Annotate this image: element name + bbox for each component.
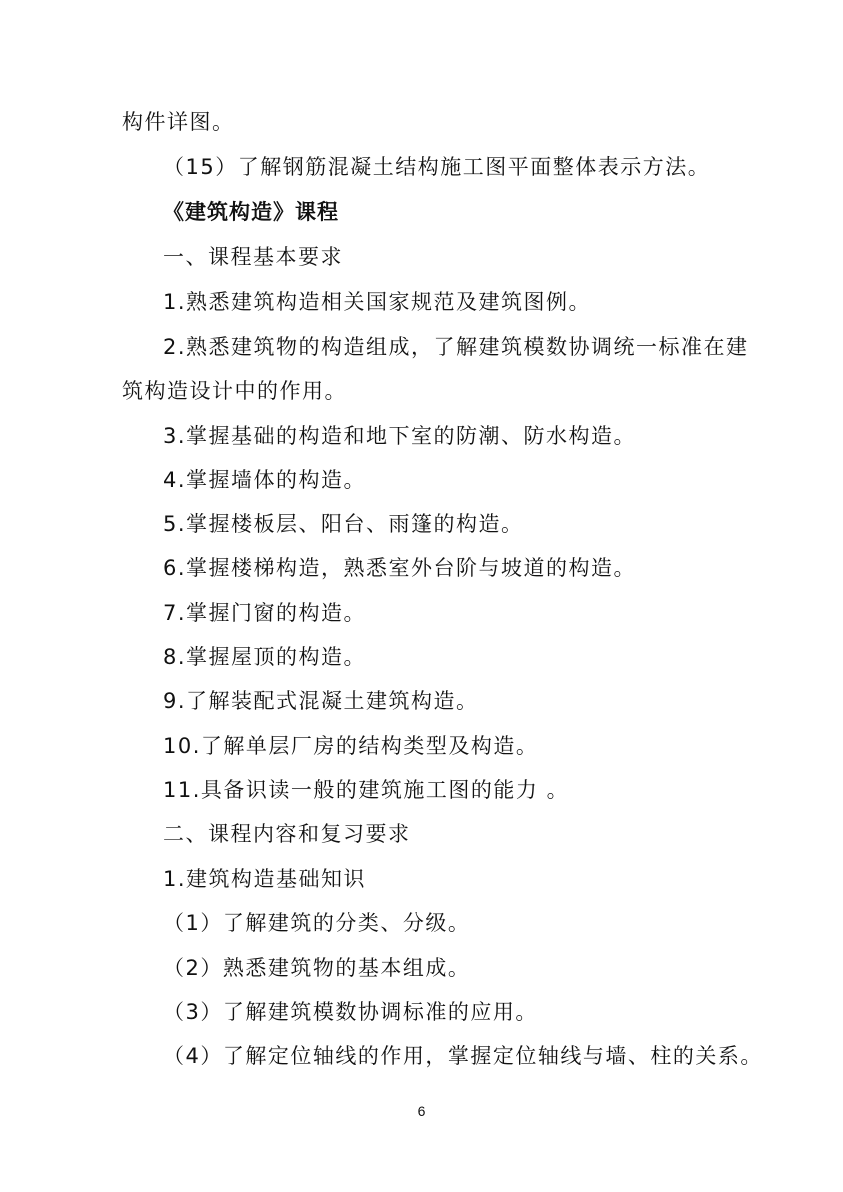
text-line: 5.掌握楼板层、阳台、雨篷的构造。 [163,512,524,536]
subsection-heading: 二、课程内容和复习要求 [163,822,411,846]
text-line: 1.熟悉建筑构造相关国家规范及建筑图例。 [163,290,592,314]
text-line: （4）了解定位轴线的作用，掌握定位轴线与墙、柱的关系。 [163,1044,763,1068]
text-line: 6.掌握楼梯构造，熟悉室外台阶与坡道的构造。 [163,556,637,580]
text-line: 10.了解单层厂房的结构类型及构造。 [163,734,539,758]
subsection-heading: 一、课程基本要求 [163,245,343,269]
text-line: 8.掌握屋顶的构造。 [163,645,367,669]
text-line: 2.熟悉建筑物的构造组成，了解建筑模数协调统一标准在建 [163,335,749,359]
text-line: 1.建筑构造基础知识 [163,867,367,891]
text-line: （15）了解钢筋混凝土结构施工图平面整体表示方法。 [163,155,711,179]
text-line: （1）了解建筑的分类、分级。 [163,911,471,935]
text-line: 筑构造设计中的作用。 [122,379,347,403]
text-line: 9.了解装配式混凝土建筑构造。 [163,689,479,713]
text-line: （3）了解建筑模数协调标准的应用。 [163,1000,538,1024]
text-line: 7.掌握门窗的构造。 [163,601,367,625]
text-line: 构件详图。 [122,110,235,134]
page-number: 6 [417,1103,426,1119]
text-line: （2）熟悉建筑物的基本组成。 [163,956,471,980]
text-line: 11.具备识读一般的建筑施工图的能力 。 [163,778,570,802]
text-line: 4.掌握墙体的构造。 [163,468,367,492]
section-heading: 《建筑构造》课程 [163,200,339,224]
text-line: 3.掌握基础的构造和地下室的防潮、防水构造。 [163,424,637,448]
